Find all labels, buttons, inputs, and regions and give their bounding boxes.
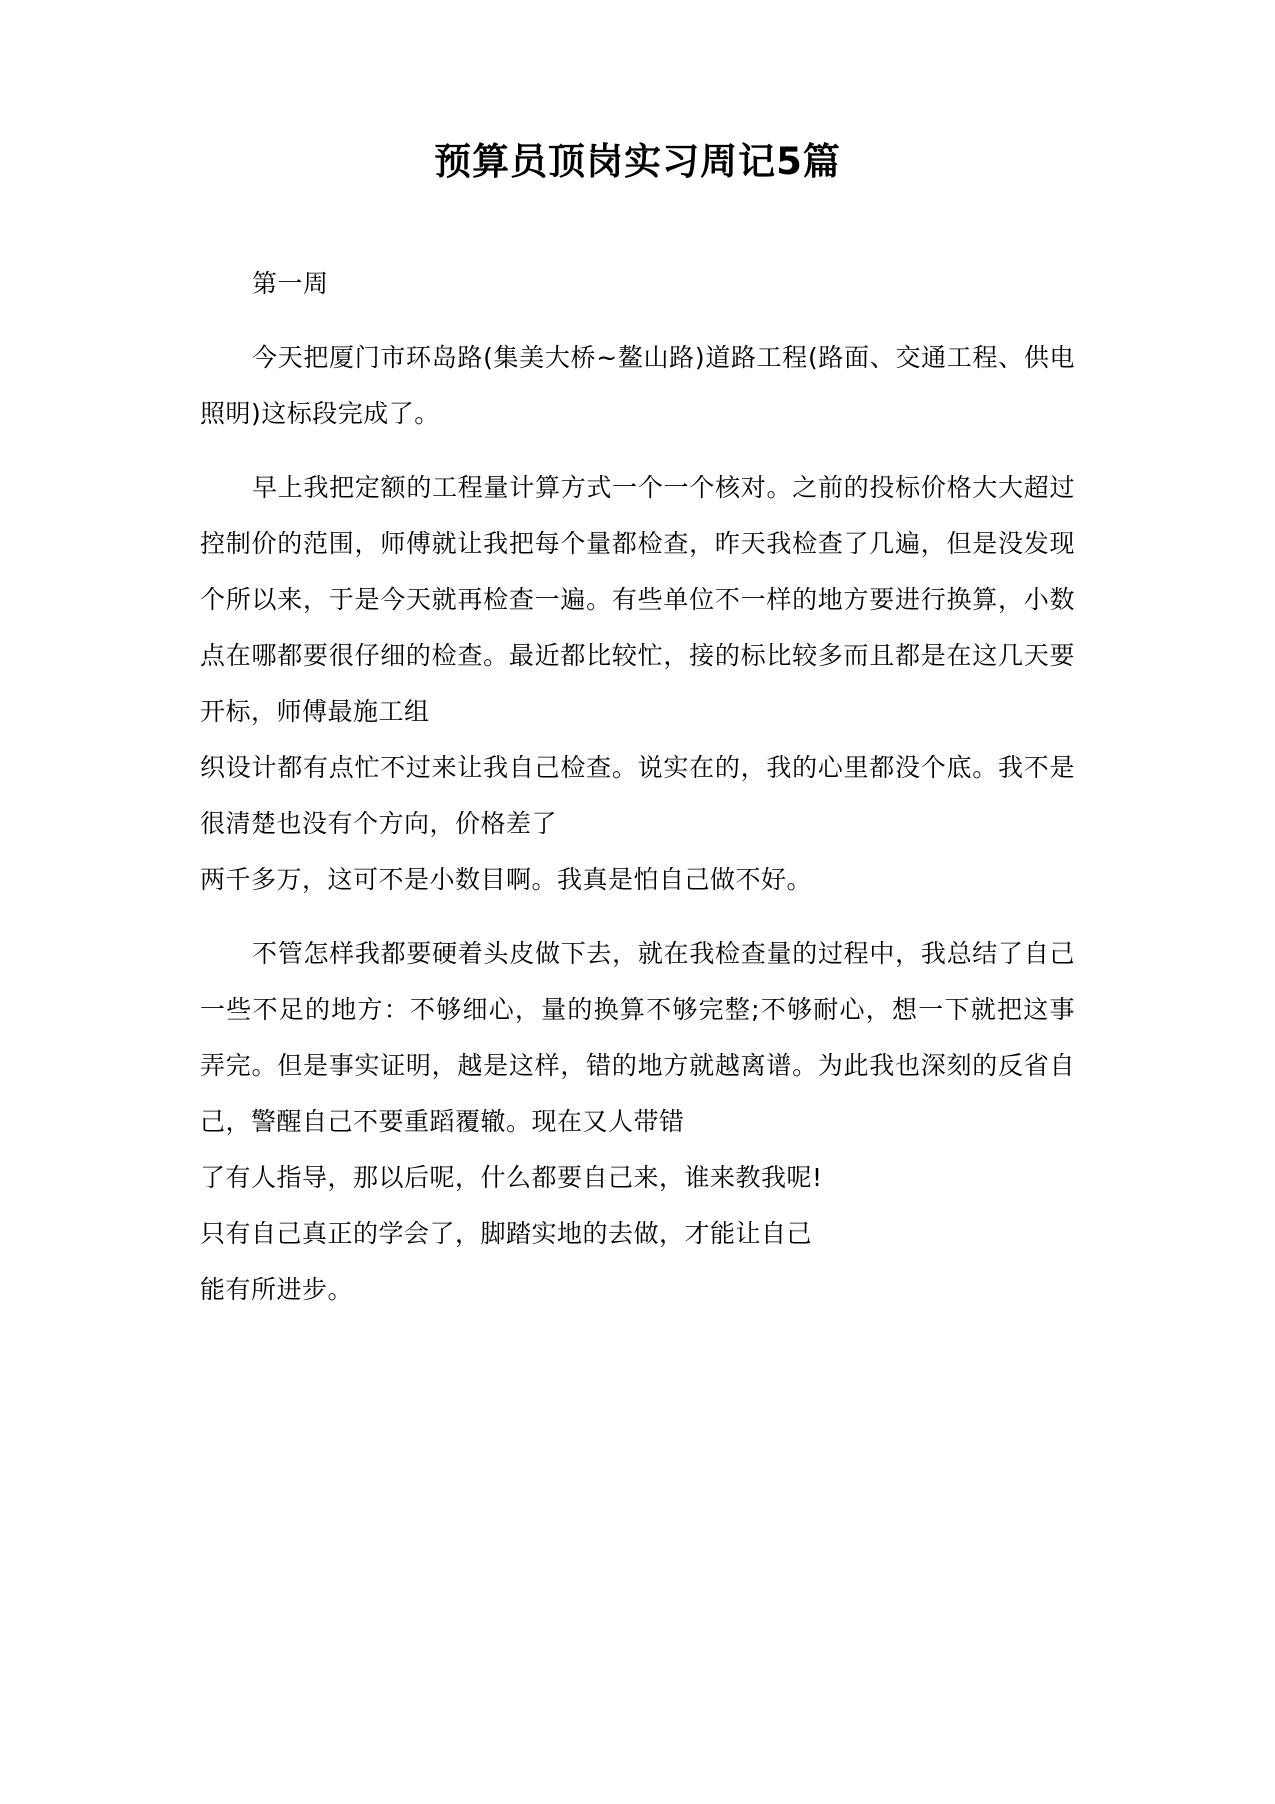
document-body (0, 184, 1275, 1318)
paragraph-spacer (200, 312, 1075, 330)
paragraph-7: 只有自己真正的学会了，脚踏实地的去做，才能让自己 (200, 1219, 813, 1249)
paragraph-3: 织设计都有点忙不过来让我自己检查。说实在的，我的心里都没个底。我不是很清楚也没有个方向，价格差了 (200, 753, 1075, 839)
paragraph-6: 了有人指导，那以后呢，什么都要自己来，谁来教我呢! (200, 1163, 823, 1193)
paragraph-2: 早上我把定额的工程量计算方式一个一个核对。之前的投标价格大大超过控制价的范围，师傅就让我把每个量都检查，昨天我检查了几遍，但是没发现个所以来，于是今天就再检查一遍。有些单位不一样的地方要进行换算，小数点在哪都要很仔细的检查。最近都比较忙，接的标比较多而且都是在这几天要开标，师傅最施工组 (200, 473, 1075, 727)
paragraph-spacer (200, 908, 1075, 926)
paragraph-5: 不管怎样我都要硬着头皮做下去，就在我检查量的过程中，我总结了自己一些不足的地方：不够细心，量的换算不够完整;不够耐心，想一下就把这事弄完。但是事实证明，越是这样，错的地方就越离谱。为此我也深刻的反省自己，警醒自己不要重蹈覆辙。现在又人带错 (200, 939, 1075, 1137)
paragraph-4: 两千多万，这可不是小数目啊。我真是怕自己做不好。 (200, 865, 813, 895)
paragraph-spacer (200, 442, 1075, 460)
paragraph-1: 今天把厦门市环岛路(集美大桥~鳌山路)道路工程(路面、交通工程、供电照明)这标段完成了。 (200, 343, 1075, 429)
paragraph-week-heading: 第一周 (252, 269, 329, 299)
page-title: 预算员顶岗实习周记5篇 (434, 140, 841, 183)
paragraph-8: 能有所进步。 (200, 1275, 354, 1305)
